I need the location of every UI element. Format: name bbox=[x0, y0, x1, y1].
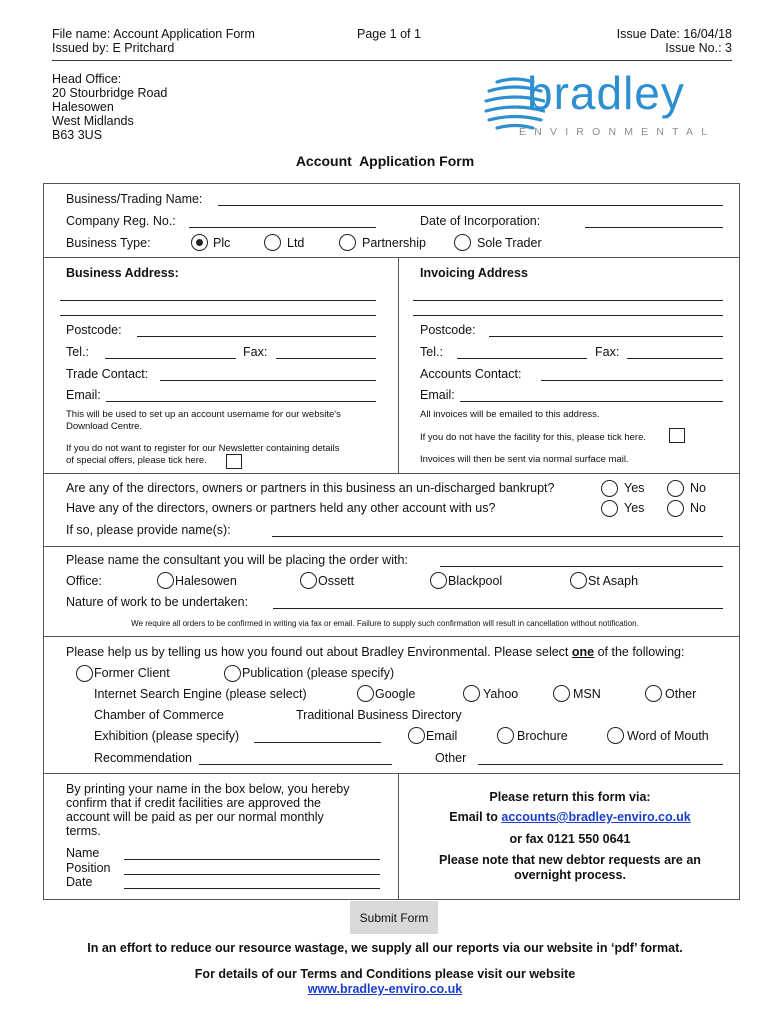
office-ossett-label: Ossett bbox=[318, 574, 355, 588]
confirmation-text bbox=[66, 782, 350, 838]
column-divider bbox=[398, 257, 399, 473]
note-text: of special offers, please tick here. bbox=[66, 455, 207, 466]
logo-wordmark: bradley bbox=[527, 67, 685, 119]
website-link[interactable]: www.bradley-enviro.co.uk bbox=[307, 982, 463, 996]
former-client-radio[interactable] bbox=[76, 665, 93, 682]
search-engine-label: Internet Search Engine (please select) bbox=[94, 687, 307, 701]
page-number: Page 1 of 1 bbox=[357, 27, 421, 41]
msn-label: MSN bbox=[573, 687, 601, 701]
trade-contact-field[interactable] bbox=[160, 380, 376, 381]
no-email-invoice-checkbox[interactable] bbox=[669, 428, 685, 443]
email-source-radio[interactable] bbox=[408, 727, 425, 744]
confirmation-line: confirm that if credit facilities are approved the bbox=[66, 796, 321, 810]
bankrupt-yes-radio[interactable] bbox=[601, 480, 618, 497]
reports-notice: In an effort to reduce our resource wastage, we supply all our reports via our website in ‘pdf’ format. bbox=[87, 941, 683, 955]
former-client-label: Former Client bbox=[94, 666, 170, 680]
other-engine-label: Other bbox=[665, 687, 697, 701]
business-address-line2[interactable] bbox=[60, 315, 376, 316]
office-st-asaph-label: St Asaph bbox=[588, 574, 639, 588]
radio-partnership[interactable] bbox=[339, 234, 356, 251]
submit-form-button[interactable]: Submit Form bbox=[350, 901, 438, 934]
other-label: Other bbox=[435, 751, 467, 765]
logo-subtitle: ENVIRONMENTAL bbox=[519, 126, 716, 138]
radio-plc[interactable] bbox=[191, 234, 208, 251]
bankrupt-no-radio[interactable] bbox=[667, 480, 684, 497]
consultant-label: Please name the consultant you will be placing the order with: bbox=[66, 553, 408, 567]
google-label: Google bbox=[375, 687, 416, 701]
exhibition-field[interactable] bbox=[254, 742, 381, 743]
business-name-label: Business/Trading Name: bbox=[66, 192, 203, 206]
radio-ltd[interactable] bbox=[264, 234, 281, 251]
invoice-fax-field[interactable] bbox=[627, 358, 723, 359]
other-account-no-radio[interactable] bbox=[667, 500, 684, 517]
signature-name-field[interactable] bbox=[124, 859, 380, 860]
date-incorporation-field[interactable] bbox=[585, 227, 723, 228]
accounts-contact-field[interactable] bbox=[541, 380, 723, 381]
email-to-label: Email to bbox=[449, 810, 502, 824]
return-heading: Please return this form via: bbox=[489, 790, 651, 804]
brochure-label: Brochure bbox=[517, 729, 568, 743]
invoice-email-label: Email: bbox=[420, 388, 455, 402]
section-divider bbox=[43, 473, 740, 474]
invoice-postcode-field[interactable] bbox=[489, 336, 723, 337]
yahoo-label: Yahoo bbox=[483, 687, 519, 701]
bankrupt-question: Are any of the directors, owners or partners in this business an un-discharged bankrupt? bbox=[66, 481, 555, 495]
referral-intro-emphasis: one bbox=[571, 645, 595, 659]
debtor-note: overnight process. bbox=[514, 868, 626, 882]
invoicing-address-heading: Invoicing Address bbox=[420, 266, 528, 280]
no-label: No bbox=[690, 481, 706, 495]
section-divider bbox=[43, 546, 740, 547]
publication-label: Publication (please specify) bbox=[242, 666, 395, 680]
note-text: If you do not want to register for our Newsletter containing details bbox=[66, 443, 340, 454]
nature-of-work-field[interactable] bbox=[273, 608, 723, 609]
business-address-line1[interactable] bbox=[60, 300, 376, 301]
note-text: Invoices will then be sent via normal surface mail. bbox=[420, 454, 629, 465]
name-label: Name bbox=[66, 846, 100, 860]
return-fax: or fax 0121 550 0641 bbox=[509, 832, 631, 846]
confirmation-line: terms. bbox=[66, 824, 101, 838]
section-divider bbox=[43, 773, 740, 774]
email-source-label: Email bbox=[426, 729, 458, 743]
newsletter-optout-checkbox[interactable] bbox=[226, 454, 242, 469]
no-label: No bbox=[690, 501, 706, 515]
section-divider bbox=[43, 636, 740, 637]
names-label: If so, please provide name(s): bbox=[66, 523, 231, 537]
office-blackpool-radio[interactable] bbox=[430, 572, 447, 589]
invoice-fax-label: Fax: bbox=[595, 345, 620, 359]
nature-of-work-label: Nature of work to be undertaken: bbox=[66, 595, 249, 609]
referral-intro-text: of the following: bbox=[594, 645, 685, 659]
radio-sole-trader-label: Sole Trader bbox=[477, 236, 542, 250]
fax-label: Fax: bbox=[243, 345, 268, 359]
office-label: Office: bbox=[66, 574, 102, 588]
other-engine-radio[interactable] bbox=[645, 685, 662, 702]
postcode-label: Postcode: bbox=[66, 323, 122, 337]
word-of-mouth-radio[interactable] bbox=[607, 727, 624, 744]
consultant-field[interactable] bbox=[440, 566, 723, 567]
bradley-logo bbox=[483, 68, 738, 143]
business-name-field[interactable] bbox=[218, 205, 723, 206]
issue-date: Issue Date: 16/04/18 bbox=[616, 27, 732, 41]
address-line: Halesowen bbox=[52, 100, 114, 114]
recommendation-field[interactable] bbox=[199, 764, 392, 765]
referral-intro-text: Please help us by telling us how you found out about Bradley Environmental. Please select bbox=[66, 645, 572, 659]
terms-notice: For details of our Terms and Conditions please visit our website bbox=[194, 967, 576, 981]
tel-label: Tel.: bbox=[66, 345, 89, 359]
address-line: Head Office: bbox=[52, 72, 122, 86]
position-label: Position bbox=[66, 861, 111, 875]
signature-position-field[interactable] bbox=[124, 874, 380, 875]
section-divider bbox=[43, 257, 740, 258]
file-name: File name: Account Application Form bbox=[52, 27, 255, 41]
confirmation-line: account will be paid as per our normal monthly bbox=[66, 810, 324, 824]
website-link-container bbox=[0, 982, 770, 996]
return-email bbox=[400, 810, 740, 824]
yahoo-radio[interactable] bbox=[463, 685, 480, 702]
column-divider bbox=[398, 773, 399, 900]
address-line: 20 Stourbridge Road bbox=[52, 86, 168, 100]
date-incorporation-label: Date of Incorporation: bbox=[420, 214, 541, 228]
address-line: B63 3US bbox=[52, 128, 103, 142]
chamber-label: Chamber of Commerce bbox=[94, 708, 224, 722]
brochure-radio[interactable] bbox=[497, 727, 514, 744]
radio-partnership-label: Partnership bbox=[362, 236, 426, 250]
note-text: Download Centre. bbox=[66, 421, 143, 432]
fax-field[interactable] bbox=[276, 358, 376, 359]
business-address-heading: Business Address: bbox=[66, 266, 179, 280]
header-divider bbox=[52, 60, 732, 61]
radio-sole-trader[interactable] bbox=[454, 234, 471, 251]
radio-plc-label: Plc bbox=[213, 236, 231, 250]
order-confirmation-notice: We require all orders to be confirmed in writing via fax or email. Failure to supply such confirmation will result in cancellation without notification. bbox=[131, 619, 639, 628]
directory-label: Traditional Business Directory bbox=[296, 708, 462, 722]
tel-field[interactable] bbox=[105, 358, 236, 359]
head-office-address bbox=[52, 72, 167, 142]
office-halesowen-label: Halesowen bbox=[175, 574, 237, 588]
debtor-note: Please note that new debtor requests are an bbox=[439, 853, 701, 867]
recommendation-label: Recommendation bbox=[94, 751, 192, 765]
names-field[interactable] bbox=[272, 536, 723, 537]
company-reg-field[interactable] bbox=[189, 227, 376, 228]
other-field[interactable] bbox=[478, 764, 723, 765]
invoice-email-field[interactable] bbox=[460, 401, 723, 402]
note-text: This will be used to set up an account username for our website's bbox=[66, 409, 341, 420]
address-line: West Midlands bbox=[52, 114, 134, 128]
yes-label: Yes bbox=[624, 481, 645, 495]
business-type-label: Business Type: bbox=[66, 236, 151, 250]
trade-contact-label: Trade Contact: bbox=[66, 367, 149, 381]
invoice-tel-label: Tel.: bbox=[420, 345, 443, 359]
publication-radio[interactable] bbox=[224, 665, 241, 682]
email-label: Email: bbox=[66, 388, 101, 402]
invoice-tel-field[interactable] bbox=[457, 358, 587, 359]
issued-by: Issued by: E Pritchard bbox=[52, 41, 175, 55]
email-field[interactable] bbox=[106, 401, 376, 402]
accounts-email-link[interactable]: accounts@bradley-enviro.co.uk bbox=[501, 810, 691, 824]
msn-radio[interactable] bbox=[553, 685, 570, 702]
google-radio[interactable] bbox=[357, 685, 374, 702]
invoicing-address-line1[interactable] bbox=[413, 300, 723, 301]
invoice-postcode-label: Postcode: bbox=[420, 323, 476, 337]
word-of-mouth-label: Word of Mouth bbox=[627, 729, 709, 743]
yes-label: Yes bbox=[624, 501, 645, 515]
invoicing-address-line2[interactable] bbox=[413, 315, 723, 316]
confirmation-line: By printing your name in the box below, you hereby bbox=[66, 782, 350, 796]
other-account-yes-radio[interactable] bbox=[601, 500, 618, 517]
accounts-contact-label: Accounts Contact: bbox=[420, 367, 522, 381]
other-account-question: Have any of the directors, owners or partners held any other account with us? bbox=[66, 501, 496, 515]
office-halesowen-radio[interactable] bbox=[157, 572, 174, 589]
form-title: Account Application Form bbox=[295, 153, 475, 169]
note-text: If you do not have the facility for this, please tick here. bbox=[420, 432, 647, 443]
radio-ltd-label: Ltd bbox=[287, 236, 305, 250]
office-st-asaph-radio[interactable] bbox=[570, 572, 587, 589]
referral-intro bbox=[66, 645, 684, 659]
signature-date-field[interactable] bbox=[124, 888, 380, 889]
date-label: Date bbox=[66, 875, 93, 889]
office-ossett-radio[interactable] bbox=[300, 572, 317, 589]
note-text: All invoices will be emailed to this address. bbox=[420, 409, 600, 420]
issue-number: Issue No.: 3 bbox=[665, 41, 732, 55]
exhibition-label: Exhibition (please specify) bbox=[94, 729, 240, 743]
office-blackpool-label: Blackpool bbox=[448, 574, 503, 588]
postcode-field[interactable] bbox=[137, 336, 376, 337]
company-reg-label: Company Reg. No.: bbox=[66, 214, 176, 228]
